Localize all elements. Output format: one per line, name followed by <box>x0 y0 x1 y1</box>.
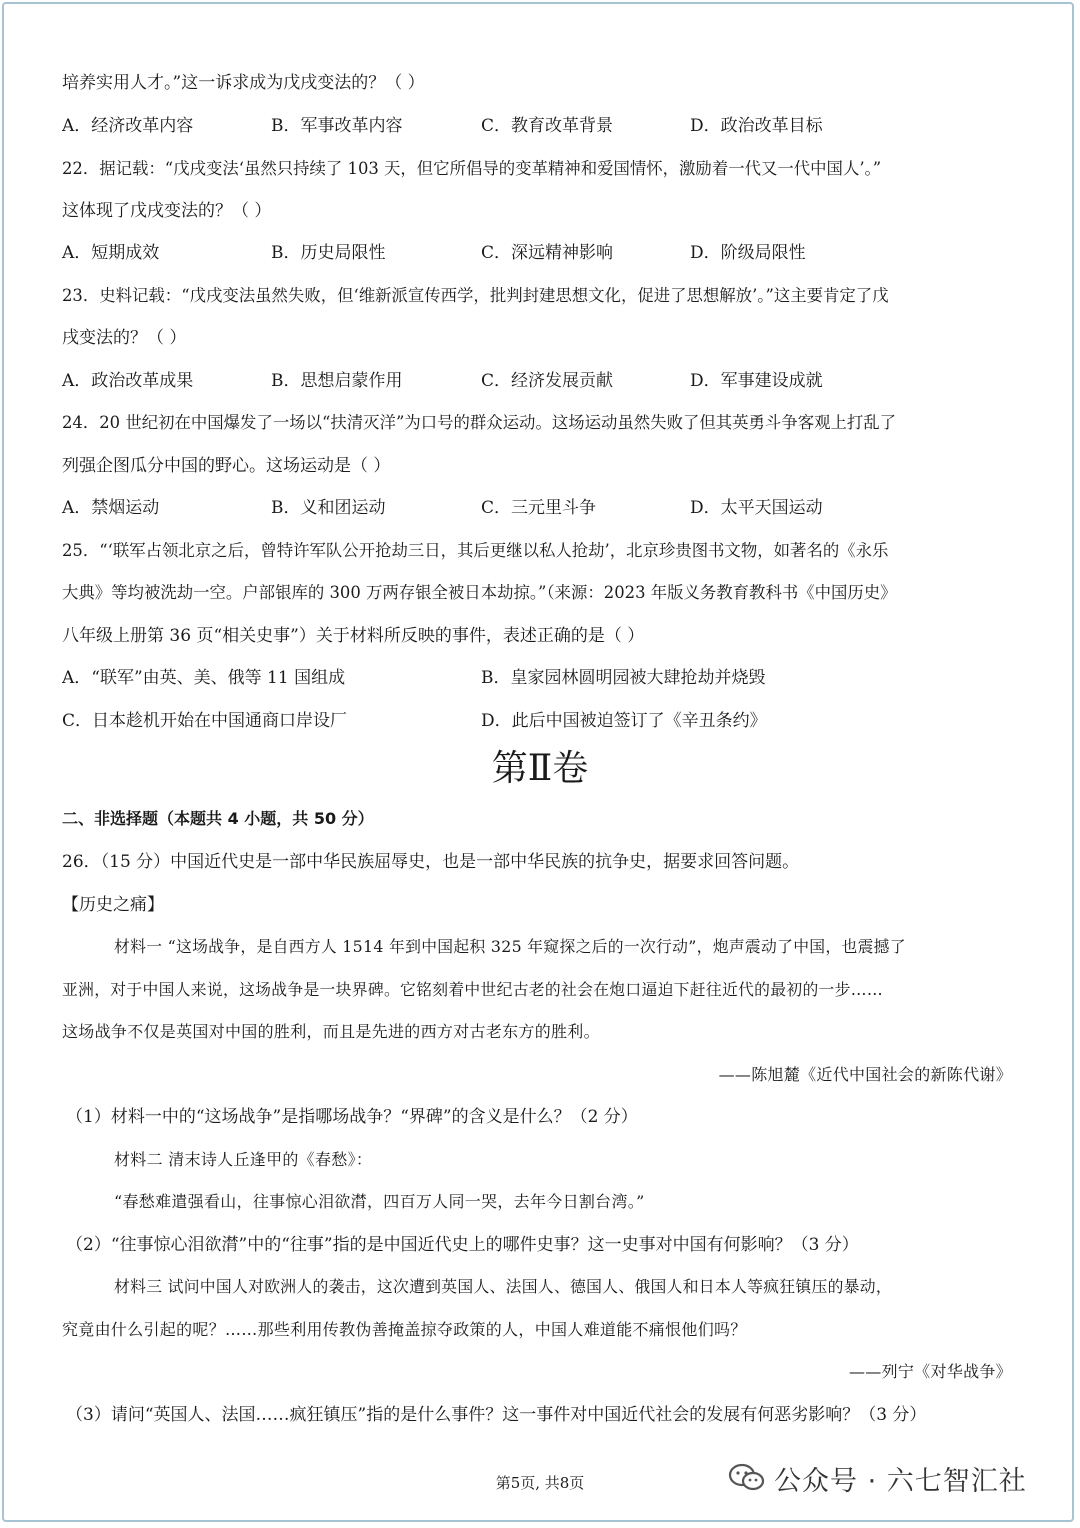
q23-option-b: B．思想启蒙作用 <box>271 371 403 391</box>
q24-stem-line1: 24．20 世纪初在中国爆发了一场以“扶清灭洋”为口号的群众运动。这场运动虽然失败了但其英勇斗争客观上打乱了 <box>62 413 897 432</box>
q26-stem: 26．（15 分）中国近代史是一部中华民族屈辱史，也是一部中华民族的抗争史，据要求回答问题。 <box>62 852 800 872</box>
q24-option-b: B．义和团运动 <box>271 498 386 518</box>
material-one-line2: 亚洲，对于中国人来说，这场战争是一块界碑。它铭刻着中世纪古老的社会在炮口逼迫下赶往近代的最初的一步…… <box>62 980 883 999</box>
q24-option-d: D．太平天国运动 <box>690 498 823 518</box>
q21-stem-end: 培养实用人才。”这一诉求成为戊戌变法的？（ ） <box>62 73 425 93</box>
q21-option-c: C．教育改革背景 <box>481 116 614 136</box>
sub-question-3: （3）请问“英国人、法国……疯狂镇压”指的是什么事件？这一事件对中国近代社会的发展有何恶劣影响？（3 分） <box>66 1405 927 1425</box>
q23-option-d: D．军事建设成就 <box>690 371 823 391</box>
watermark-text: 公众号 · 六七智汇社 <box>774 1465 1027 1497</box>
material-two-line2: “春愁难遣强看山，往事惊心泪欲潸，四百万人同一哭，去年今日割台湾。” <box>114 1192 645 1211</box>
q22-option-d: D．阶级局限性 <box>690 243 806 263</box>
material-three-line2: 究竟由什么引起的呢？……那些利用传教伪善掩盖掠夺政策的人，中国人难道能不痛恨他们吗？ <box>62 1320 747 1339</box>
q21-option-b: B．军事改革内容 <box>271 116 403 136</box>
q24-option-a: A．禁烟运动 <box>62 498 160 518</box>
material-three-line1: 材料三 试问中国人对欧洲人的袭击，这次遭到英国人、法国人、德国人、俄国人和日本人等疯狂镇压的暴动， <box>114 1277 892 1296</box>
q25-option-a: A．“联军”由英、美、俄等 11 国组成 <box>62 668 346 688</box>
material-one-source: ——陈旭麓《近代中国社会的新陈代谢》 <box>718 1065 1012 1084</box>
q23-option-c: C．经济发展贡献 <box>481 371 614 391</box>
q22-option-b: B．历史局限性 <box>271 243 386 263</box>
part-two-title: 第Ⅱ卷 <box>491 748 589 789</box>
q21-option-a: A．经济改革内容 <box>62 116 194 136</box>
sub-question-2: （2）“往事惊心泪欲潸”中的“往事”指的是中国近代史上的哪件史事？这一史事对中国有何影响？（3 分） <box>66 1235 859 1255</box>
q25-stem-line1: 25．“‘联军占领北京之后，曾特许军队公开抢劫三日，其后更继以私人抢劫’，北京珍贵图书文物，如著名的《永乐 <box>62 541 889 560</box>
q25-option-b: B．皇家园林圆明园被大肆抢劫并烧毁 <box>481 668 766 688</box>
q24-option-c: C．三元里斗争 <box>481 498 597 518</box>
page-number: 第5页, 共8页 <box>495 1474 585 1492</box>
sub-question-1: （1）材料一中的“这场战争”是指哪场战争？“界碑”的含义是什么？（2 分） <box>66 1107 638 1127</box>
q25-option-c: C．日本趁机开始在中国通商口岸设厂 <box>62 711 348 731</box>
q23-stem-line2: 戌变法的？（ ） <box>62 328 187 348</box>
subsection-heading: 【历史之痛】 <box>62 895 164 915</box>
watermark <box>728 1456 1058 1500</box>
q21-option-d: D．政治改革目标 <box>690 116 823 136</box>
section-heading: 二、非选择题（本题共 4 小题，共 50 分） <box>62 809 374 828</box>
q25-stem-line3: 八年级上册第 36 页“相关史事”）关于材料所反映的事件，表述正确的是（ ） <box>62 626 645 646</box>
q22-stem-line1: 22．据记载：“戊戌变法‘虽然只持续了 103 天，但它所倡导的变革精神和爱国情怀，激励着一代又一代中国人’。” <box>62 159 882 178</box>
q22-option-c: C．深远精神影响 <box>481 243 614 263</box>
material-one-line3: 这场战争不仅是英国对中国的胜利，而且是先进的西方对古老东方的胜利。 <box>62 1022 600 1041</box>
material-three-source: ——列宁《对华战争》 <box>848 1362 1012 1381</box>
q22-option-a: A．短期成效 <box>62 243 160 263</box>
wechat-icon <box>728 1462 766 1494</box>
q23-option-a: A．政治改革成果 <box>62 371 194 391</box>
q25-option-d: D．此后中国被迫签订了《辛丑条约》 <box>481 711 767 731</box>
q22-stem-line2: 这体现了戊戌变法的？（ ） <box>62 201 272 221</box>
q23-stem-line1: 23．史料记载：“戊戌变法虽然失败，但‘维新派宣传西学，批判封建思想文化，促进了思想解放’。”这主要肯定了戊 <box>62 286 889 305</box>
material-two-line1: 材料二 清末诗人丘逢甲的《春愁》： <box>114 1150 373 1169</box>
material-one-line1: 材料一 “这场战争，是自西方人 1514 年到中国起积 325 年窥探之后的一次行动”，炮声震动了中国，也震撼了 <box>114 937 906 956</box>
q25-stem-line2: 大典》等均被洗劫一空。户部银库的 300 万两存银全被日本劫掠。”（来源：2023 年版义务教育教科书《中国历史》 <box>62 583 897 602</box>
q24-stem-line2: 列强企图瓜分中国的野心。这场运动是（ ） <box>62 456 391 476</box>
